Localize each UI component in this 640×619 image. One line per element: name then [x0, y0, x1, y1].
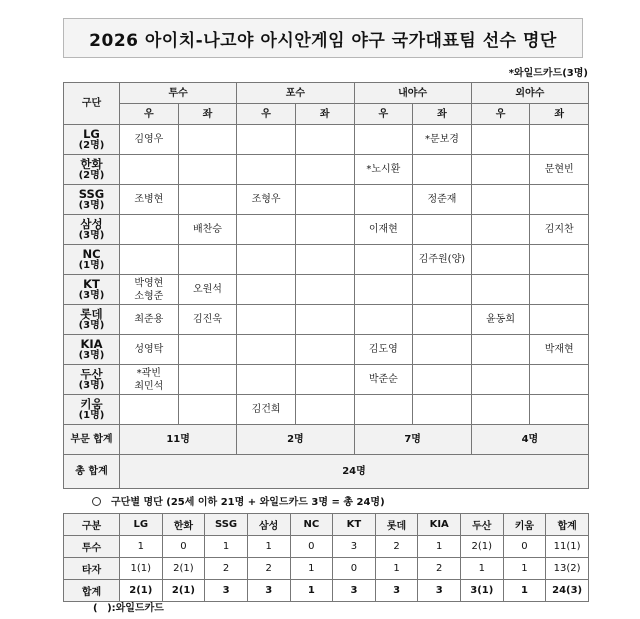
hand-header: 좌 — [178, 104, 237, 125]
player-name: 배찬승 — [192, 224, 222, 235]
team-count: (3명) — [78, 229, 105, 241]
roster-table — [63, 82, 589, 489]
team-cell — [64, 155, 120, 185]
summary-cell: 2(1) — [461, 536, 504, 558]
player-cell — [237, 215, 296, 245]
player-cell — [471, 215, 530, 245]
summary-cell: 2(1) — [120, 580, 163, 602]
page-title: 2026 아이치-나고야 아시안게임 야구 국가대표팀 선수 명단 — [63, 18, 583, 58]
team-row — [64, 305, 589, 335]
player-cell — [471, 155, 530, 185]
summary-cell: 2 — [247, 558, 290, 580]
subtotal-value: 2명 — [237, 425, 354, 455]
team-name: SSG — [78, 186, 105, 201]
player-cell — [471, 365, 530, 395]
subtotal-label: 부문 합계 — [64, 425, 120, 455]
team-cell — [64, 275, 120, 305]
player-cell — [354, 155, 413, 185]
player-cell — [178, 365, 237, 395]
total-value: 24명 — [120, 455, 589, 489]
player-cell — [237, 365, 296, 395]
footnote — [93, 599, 164, 614]
footnote-text: :와일드카드 — [111, 603, 164, 614]
player-cell — [178, 215, 237, 245]
player-name: 김진욱 — [192, 314, 222, 325]
team-row — [64, 275, 589, 305]
team-name: NC — [82, 246, 101, 261]
player-name: 소형준 — [134, 290, 164, 302]
player-cell — [178, 335, 237, 365]
player-name: 조병현 — [134, 194, 164, 205]
player-cell — [471, 245, 530, 275]
group-header: 외야수 — [471, 83, 588, 104]
summary-cell: 1 — [247, 536, 290, 558]
player-cell — [237, 305, 296, 335]
summary-cell: 2(1) — [162, 558, 205, 580]
player-name: 김주원(양) — [418, 254, 466, 265]
summary-cell: 1 — [120, 536, 163, 558]
team-row — [64, 395, 589, 425]
team-cell — [64, 215, 120, 245]
summary-header: 키움 — [503, 514, 546, 536]
player-cell — [178, 185, 237, 215]
player-name: *문보경 — [424, 134, 459, 145]
hand-header: 우 — [237, 104, 296, 125]
player-cell — [295, 395, 354, 425]
player-cell — [120, 365, 179, 395]
hand-header-row — [64, 104, 589, 125]
player-cell — [530, 365, 589, 395]
team-cell — [64, 335, 120, 365]
player-cell — [413, 215, 472, 245]
group-header: 포수 — [237, 83, 354, 104]
player-cell — [530, 275, 589, 305]
player-cell — [354, 395, 413, 425]
player-cell — [120, 125, 179, 155]
team-name: KIA — [80, 336, 103, 351]
player-cell — [237, 125, 296, 155]
team-row — [64, 155, 589, 185]
player-cell — [120, 275, 179, 305]
player-name: 김영우 — [134, 134, 164, 145]
player-cell — [413, 275, 472, 305]
team-count: (1명) — [78, 409, 105, 421]
player-cell — [178, 245, 237, 275]
summary-cell: 13(2) — [546, 558, 589, 580]
summary-header: NC — [290, 514, 333, 536]
summary-cell: 3 — [418, 580, 461, 602]
summary-cell: 1 — [290, 580, 333, 602]
player-cell — [471, 125, 530, 155]
player-cell — [178, 395, 237, 425]
player-name: 조형우 — [251, 194, 281, 205]
player-name: 최준용 — [134, 314, 164, 325]
team-cell — [64, 245, 120, 275]
player-cell — [120, 185, 179, 215]
summary-cell: 3 — [375, 580, 418, 602]
player-cell — [237, 275, 296, 305]
group-header-row — [64, 83, 589, 104]
team-cell — [64, 395, 120, 425]
summary-cell: 3(1) — [461, 580, 504, 602]
player-cell — [530, 125, 589, 155]
player-cell — [354, 185, 413, 215]
summary-cell: 3 — [333, 536, 376, 558]
player-cell — [530, 335, 589, 365]
team-count: (2명) — [78, 139, 105, 151]
summary-cell: 1 — [375, 558, 418, 580]
summary-cell: 1 — [205, 536, 248, 558]
summary-row-label: 합계 — [64, 580, 120, 602]
team-header: 구단 — [64, 83, 120, 125]
team-row — [64, 365, 589, 395]
team-name: 키움 — [80, 396, 103, 411]
group-header: 투수 — [120, 83, 237, 104]
player-cell — [413, 335, 472, 365]
team-row — [64, 245, 589, 275]
player-name: 정준재 — [427, 194, 457, 205]
summary-header: KT — [333, 514, 376, 536]
subtotal-row — [64, 425, 589, 455]
team-count: (2명) — [78, 169, 105, 181]
player-cell — [120, 395, 179, 425]
summary-cell: 0 — [290, 536, 333, 558]
team-cell — [64, 185, 120, 215]
player-cell — [120, 155, 179, 185]
player-cell — [471, 395, 530, 425]
subtotal-value: 11명 — [120, 425, 237, 455]
summary-row — [64, 558, 589, 580]
player-cell — [530, 305, 589, 335]
summary-cell: 3 — [333, 580, 376, 602]
player-name: 오원석 — [192, 284, 222, 295]
total-row — [64, 455, 589, 489]
player-cell — [295, 305, 354, 335]
player-name: 박재현 — [544, 344, 574, 355]
player-cell — [530, 155, 589, 185]
summary-cell: 1 — [290, 558, 333, 580]
subtotal-value: 7명 — [354, 425, 471, 455]
player-cell — [295, 245, 354, 275]
team-cell — [64, 365, 120, 395]
player-cell — [295, 335, 354, 365]
player-cell — [178, 275, 237, 305]
player-cell — [237, 395, 296, 425]
summary-header: 합계 — [546, 514, 589, 536]
player-cell — [413, 395, 472, 425]
section-title — [92, 493, 385, 508]
player-cell — [237, 335, 296, 365]
player-cell — [120, 215, 179, 245]
player-cell — [295, 125, 354, 155]
summary-header-row — [64, 514, 589, 536]
summary-cell: 0 — [503, 536, 546, 558]
summary-cell: 2 — [205, 558, 248, 580]
summary-cell: 1 — [503, 558, 546, 580]
team-cell — [64, 125, 120, 155]
player-cell — [237, 185, 296, 215]
team-count: (3명) — [78, 199, 105, 211]
summary-header: 삼성 — [247, 514, 290, 536]
player-cell — [178, 125, 237, 155]
hand-header: 우 — [120, 104, 179, 125]
player-cell — [295, 155, 354, 185]
player-cell — [295, 275, 354, 305]
summary-header: KIA — [418, 514, 461, 536]
player-cell — [354, 365, 413, 395]
player-cell — [413, 365, 472, 395]
hand-header: 우 — [354, 104, 413, 125]
player-name: *노시환 — [366, 164, 401, 175]
summary-cell: 3 — [247, 580, 290, 602]
player-cell — [120, 245, 179, 275]
summary-header: 롯데 — [375, 514, 418, 536]
player-cell — [178, 305, 237, 335]
summary-cell: 2 — [418, 558, 461, 580]
summary-header: LG — [120, 514, 163, 536]
player-name: 김건희 — [251, 404, 281, 415]
player-cell — [471, 335, 530, 365]
player-cell — [354, 125, 413, 155]
player-name: 김지찬 — [544, 224, 574, 235]
team-row — [64, 125, 589, 155]
team-row — [64, 215, 589, 245]
team-count: (3명) — [78, 289, 105, 301]
player-cell — [354, 275, 413, 305]
player-name: 박영현 — [134, 277, 164, 289]
summary-cell: 0 — [333, 558, 376, 580]
team-name: 두산 — [80, 366, 103, 381]
player-cell — [237, 245, 296, 275]
total-label: 총 합계 — [64, 455, 120, 489]
team-count: (3명) — [78, 379, 105, 391]
summary-row-label: 타자 — [64, 558, 120, 580]
player-cell — [295, 365, 354, 395]
summary-header: 한화 — [162, 514, 205, 536]
player-name: 최민석 — [134, 380, 164, 392]
player-name: 문현빈 — [544, 164, 574, 175]
team-name: KT — [83, 276, 100, 291]
group-header: 내야수 — [354, 83, 471, 104]
team-row — [64, 335, 589, 365]
summary-cell: 1(1) — [120, 558, 163, 580]
hand-header: 우 — [471, 104, 530, 125]
player-cell — [471, 305, 530, 335]
player-cell — [530, 395, 589, 425]
summary-cell: 2(1) — [162, 580, 205, 602]
team-name: 롯데 — [80, 306, 103, 321]
circle-bullet-icon — [92, 497, 101, 506]
player-cell — [237, 155, 296, 185]
team-count: (3명) — [78, 319, 105, 331]
player-cell — [295, 215, 354, 245]
player-cell — [530, 245, 589, 275]
player-cell — [354, 335, 413, 365]
summary-cell: 1 — [461, 558, 504, 580]
footnote-paren: ( — [93, 603, 98, 614]
player-cell — [471, 185, 530, 215]
team-count: (1명) — [78, 259, 105, 271]
summary-cell: 11(1) — [546, 536, 589, 558]
player-cell — [413, 185, 472, 215]
player-name: 김도영 — [368, 344, 398, 355]
summary-row-label: 투수 — [64, 536, 120, 558]
player-name: 이재현 — [368, 224, 398, 235]
summary-cell: 1 — [503, 580, 546, 602]
player-cell — [413, 245, 472, 275]
team-name: LG — [83, 126, 100, 141]
summary-cell: 0 — [162, 536, 205, 558]
player-cell — [413, 155, 472, 185]
player-cell — [120, 305, 179, 335]
player-cell — [354, 245, 413, 275]
player-name: 성영탁 — [134, 344, 164, 355]
team-count: (3명) — [78, 349, 105, 361]
subtotal-value: 4명 — [471, 425, 588, 455]
player-cell — [295, 185, 354, 215]
player-cell — [471, 275, 530, 305]
summary-header: 구분 — [64, 514, 120, 536]
player-name: 박준순 — [368, 374, 398, 385]
hand-header: 좌 — [295, 104, 354, 125]
summary-cell: 1 — [418, 536, 461, 558]
hand-header: 좌 — [530, 104, 589, 125]
team-row — [64, 185, 589, 215]
section-title-text: 구단별 명단 (25세 이하 21명 + 와일드카드 3명 = 총 24명) — [111, 497, 385, 508]
footnote-paren-close: ) — [107, 603, 112, 614]
summary-row — [64, 536, 589, 558]
player-cell — [178, 155, 237, 185]
player-name: *곽빈 — [136, 367, 161, 379]
team-cell — [64, 305, 120, 335]
hand-header: 좌 — [413, 104, 472, 125]
summary-header: SSG — [205, 514, 248, 536]
wildcard-note: *와일드카드(3명) — [508, 68, 588, 79]
player-cell — [413, 125, 472, 155]
player-cell — [120, 335, 179, 365]
team-name: 한화 — [80, 156, 103, 171]
summary-cell: 24(3) — [546, 580, 589, 602]
summary-cell: 2 — [375, 536, 418, 558]
player-cell — [354, 215, 413, 245]
player-cell — [530, 215, 589, 245]
player-cell — [354, 305, 413, 335]
summary-header: 두산 — [461, 514, 504, 536]
team-name: 삼성 — [80, 216, 103, 231]
player-name: 윤동희 — [486, 314, 516, 325]
player-cell — [530, 185, 589, 215]
summary-table — [63, 513, 589, 602]
player-cell — [413, 305, 472, 335]
summary-cell: 3 — [205, 580, 248, 602]
